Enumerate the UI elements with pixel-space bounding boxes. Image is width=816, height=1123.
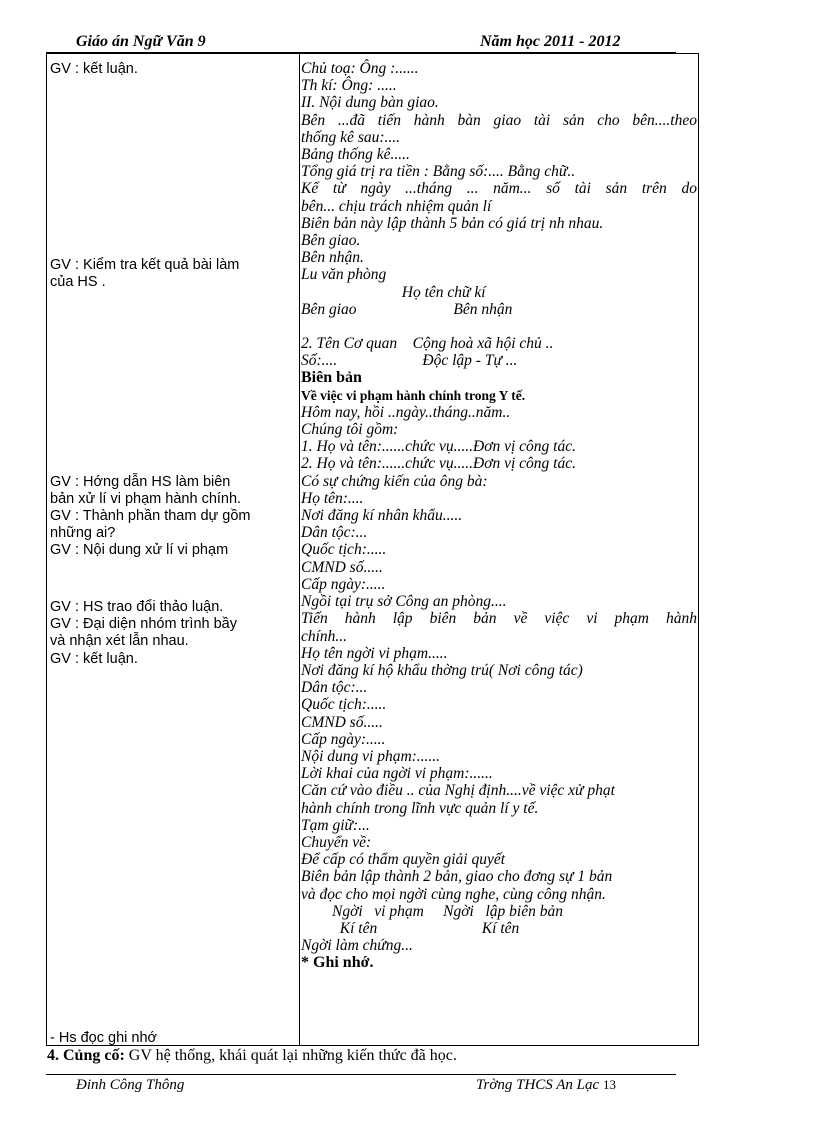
right-line: Bảng thống kê..... xyxy=(301,146,410,164)
right-line: Hôm nay, hồi ..ngày..tháng..năm.. xyxy=(301,403,511,421)
teacher-activity-column xyxy=(47,54,299,1045)
right-line: Họ tên ngời vi phạm..... xyxy=(301,644,448,662)
right-line: hành chính trong lĩnh vực quản lí y tế. xyxy=(301,799,539,817)
right-line: CMND số..... xyxy=(301,558,383,576)
right-line: 2. Họ và tên:......chức vụ.....Đơn vị công tác. xyxy=(301,455,576,473)
left-line: GV : Thành phần tham dự gồm xyxy=(50,508,251,524)
right-line: Lu văn phòng xyxy=(301,266,387,284)
right-line: Bên giao. xyxy=(301,232,361,250)
right-line: II. Nội dung bàn giao. xyxy=(301,94,439,112)
right-line: Lời khai của ngời vi phạm:...... xyxy=(301,765,493,783)
right-line: Nội dung vi phạm:...... xyxy=(301,747,441,765)
left-line: - Hs đọc ghi nhớ xyxy=(50,1030,158,1046)
column-divider xyxy=(299,54,300,1045)
right-line: thống kê sau:.... xyxy=(301,128,401,146)
left-line: GV : HS trao đổi thảo luận. xyxy=(50,599,224,615)
right-line: và đọc cho mọi ngời cùng nghe, cùng công nhận. xyxy=(301,885,606,903)
right-line: 2. Tên Cơ quan Cộng hoà xã hội chủ .. xyxy=(301,335,554,353)
left-line: GV : Kiểm tra kết quả bài làm xyxy=(50,257,240,273)
right-line: Bên nhận. xyxy=(301,249,364,267)
right-line: Ngồi tại trụ sở Công an phòng.... xyxy=(301,593,507,611)
right-line: Nơi đăng kí nhân khẩu..... xyxy=(301,507,463,525)
right-line: bên... chịu trách nhiệm quản lí xyxy=(301,197,492,215)
footer-school-name: Trờng THCS An Lạc xyxy=(476,1077,600,1093)
summary-line xyxy=(47,1047,457,1065)
left-line: những ai? xyxy=(50,525,116,541)
right-line: Chủ toạ: Ông :...... xyxy=(301,60,419,77)
right-line: Nơi đăng kí hộ khẩu thờng trú( Nơi công tác) xyxy=(301,661,583,679)
right-line: Ngời vi phạm Ngời lập biên bản xyxy=(301,902,563,920)
right-line: Tổng giá trị ra tiền : Bằng số:.... Bằng chữ.. xyxy=(301,163,576,181)
right-line: chính... xyxy=(301,627,348,645)
footer-author: Đinh Công Thông xyxy=(76,1077,185,1093)
summary-label: 4. Củng cố: xyxy=(47,1047,125,1064)
header-school-year: Năm học 2011 - 2012 xyxy=(480,33,621,50)
left-line: GV : kết luận. xyxy=(50,651,138,667)
right-line: Họ tên:.... xyxy=(301,489,364,507)
right-line: Số:.... Độc lập - Tự ... xyxy=(301,352,518,370)
content-column xyxy=(301,60,697,972)
lesson-table xyxy=(46,53,699,1046)
right-line: Tiến hành lập biên bản về việc vi phạm hành xyxy=(301,610,697,628)
right-line: Biên bản này lập thành 5 bản có giá trị nh nhau. xyxy=(301,214,604,232)
page-header xyxy=(46,32,676,53)
right-line: Cấp ngày:..... xyxy=(301,730,386,748)
left-line: bản xử lí vi phạm hành chính. xyxy=(50,491,242,507)
ghi-nho-heading: * Ghi nhớ. xyxy=(301,954,374,972)
page-footer xyxy=(46,1074,676,1093)
page-number: 13 xyxy=(602,1077,616,1092)
right-line: Bên giao Bên nhận xyxy=(301,300,513,318)
right-line: Biên bản lập thành 2 bản, giao cho đơng sự 1 bản xyxy=(301,868,613,886)
left-line: GV : Đại diện nhóm trình bầy xyxy=(50,616,237,632)
spacer xyxy=(301,318,697,335)
right-line: Bên ...đã tiến hành bàn giao tài sản cho bên....theo xyxy=(301,111,697,129)
left-line: GV : Hớng dẫn HS làm biên xyxy=(50,474,231,490)
right-line: Kể từ ngày ...tháng ... năm... số tài sản trên do xyxy=(301,180,697,198)
right-line: Dân tộc:... xyxy=(301,524,368,542)
right-line: Chúng tôi gồm: xyxy=(301,421,399,439)
left-line: GV : kết luận. xyxy=(50,61,138,77)
header-subject: Giáo án Ngữ Văn 9 xyxy=(76,33,206,50)
right-line: Cấp ngày:..... xyxy=(301,575,386,593)
left-line: GV : Nội dung xử lí vi phạm xyxy=(50,542,229,558)
right-line: Th kí: Ông: ..... xyxy=(301,77,397,95)
document-title: Biên bản xyxy=(301,369,362,387)
right-line: Chuyển về: xyxy=(301,833,372,851)
right-line: Căn cứ vào điều .. của Nghị định....về việc xử phạt xyxy=(301,782,615,800)
right-line: Tạm giữ:... xyxy=(301,816,370,834)
right-line: Quốc tịch:..... xyxy=(301,696,387,714)
right-line: Để cấp có thẩm quyền giải quyết xyxy=(301,851,506,869)
right-line: Kí tên Kí tên xyxy=(301,919,520,937)
left-line: và nhận xét lẫn nhau. xyxy=(50,633,189,649)
right-line: Có sự chứng kiến của ông bà: xyxy=(301,472,488,490)
right-line: Dân tộc:... xyxy=(301,679,368,697)
right-line: 1. Họ và tên:......chức vụ.....Đơn vị công tác. xyxy=(301,438,576,456)
right-line: CMND số..... xyxy=(301,713,383,731)
right-line: Họ tên chữ kí xyxy=(301,283,486,301)
right-line: Quốc tịch:..... xyxy=(301,541,387,559)
summary-text: GV hệ thống, khái quát lại những kiến thức đã học. xyxy=(124,1047,457,1064)
right-line: Ngời làm chứng... xyxy=(301,937,413,955)
left-line: của HS . xyxy=(50,274,106,290)
footer-school xyxy=(476,1077,616,1094)
document-subject: Về việc vi phạm hành chính trong Y tế. xyxy=(301,387,526,403)
